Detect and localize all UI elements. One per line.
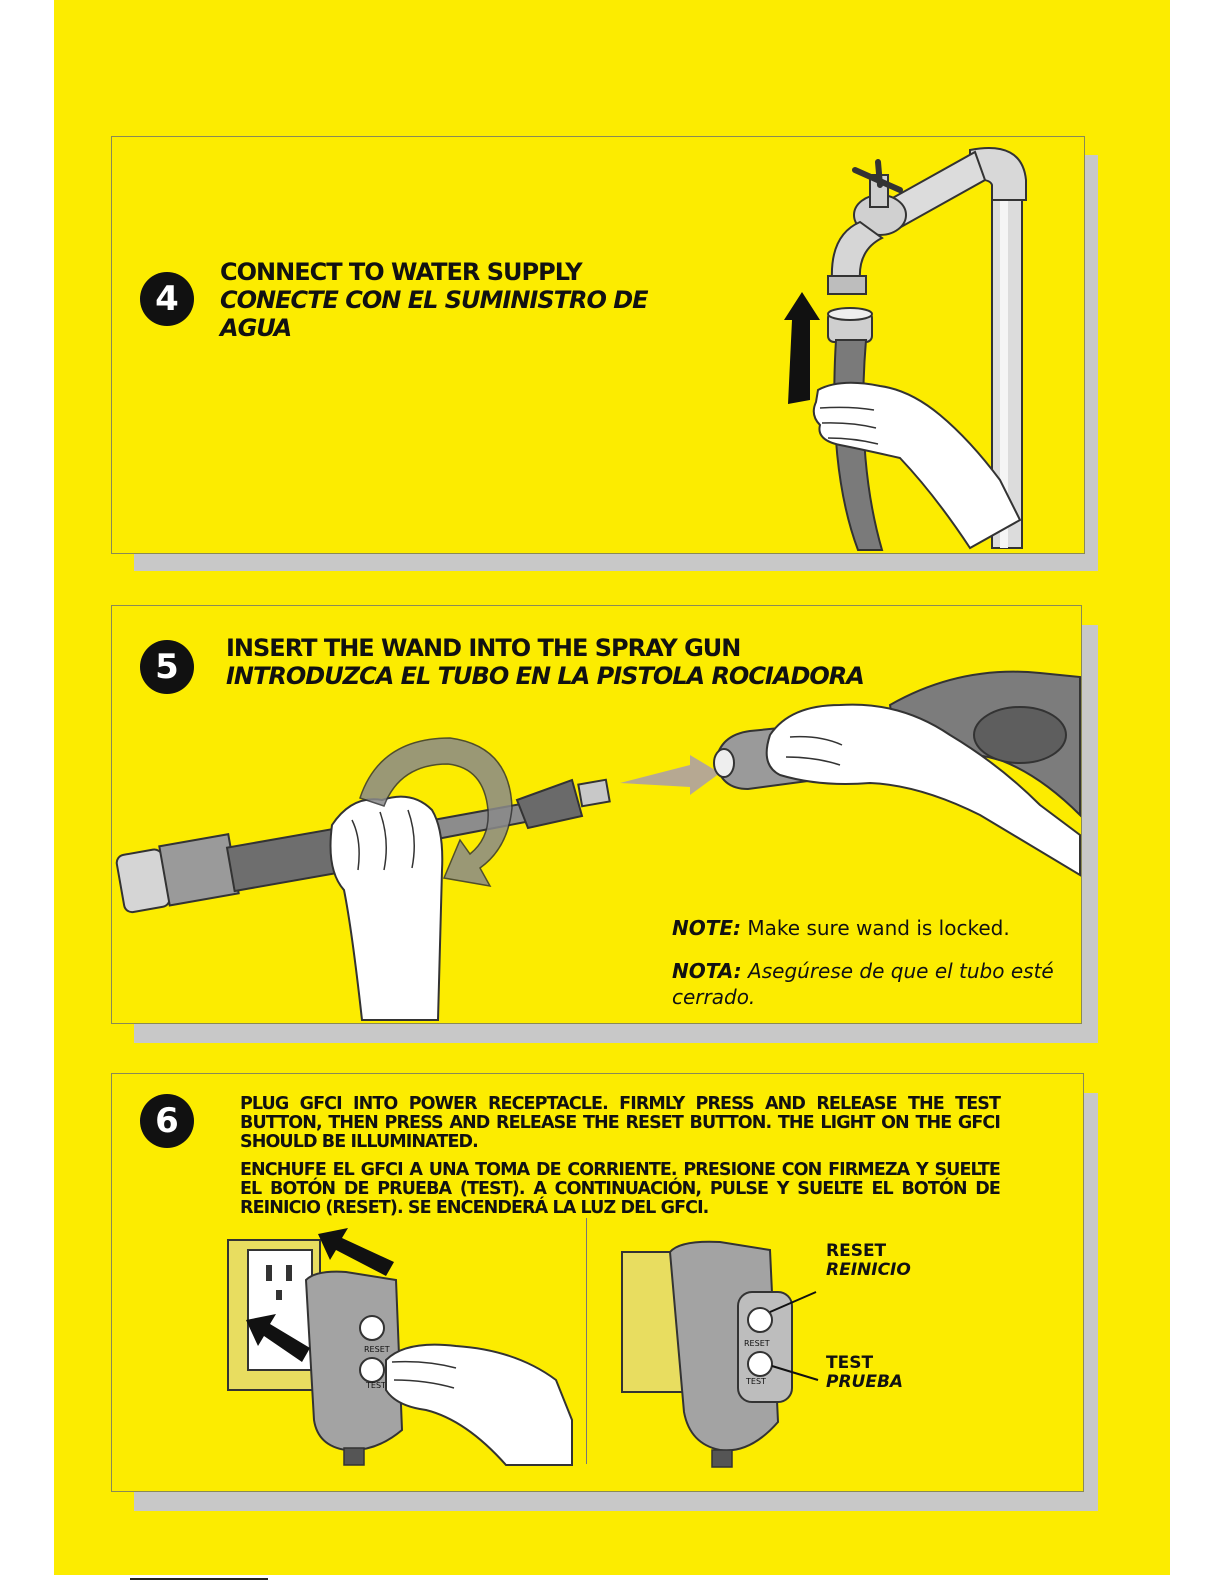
reset-label-en: RESET xyxy=(826,1241,887,1261)
step-6-text-es: ENCHUFE EL GFCI A UNA TOMA DE CORRIENTE. PRESIONE CON FIRMEZA Y SUELTE EL BOTÓN DE PRUEBA (TEST). A CONTINUACIÓN, PULSE Y SUELTE EL BOTÓN DE REINICIO (RESET). SE ENCENDERÁ LA LUZ DEL GFCI. xyxy=(240,1160,1000,1218)
step-6-badge: 6 xyxy=(140,1094,194,1148)
illustration-divider xyxy=(586,1218,587,1464)
up-arrow-icon xyxy=(784,292,820,404)
step-4-heading xyxy=(220,258,720,342)
test-label-es: PRUEBA xyxy=(826,1372,904,1392)
right-device-reset-label: RESET xyxy=(744,1339,770,1348)
note-en xyxy=(672,916,1010,940)
step-5-badge: 5 xyxy=(140,640,194,694)
step-6-text-en: PLUG GFCI INTO POWER RECEPTACLE. FIRMLY PRESS AND RELEASE THE TEST BUTTON, THEN PRESS AND RELEASE THE RESET BUTTON. THE LIGHT ON THE GFCI SHOULD BE ILLUMINATED. xyxy=(240,1094,1000,1152)
step-5-title-en: INSERT THE WAND INTO THE SPRAY GUN xyxy=(226,634,741,662)
note-text-en: Make sure wand is locked. xyxy=(747,916,1010,940)
step-4-title-es: CONECTE CON EL SUMINISTRO DE AGUA xyxy=(220,286,648,342)
note-es xyxy=(672,958,1072,1010)
reset-callout xyxy=(826,1242,911,1280)
step-4-badge: 4 xyxy=(140,272,194,326)
gfci-device-illustration xyxy=(620,1222,820,1467)
left-device-reset-label: RESET xyxy=(364,1345,390,1354)
reset-label-es: REINICIO xyxy=(826,1260,911,1280)
test-label-en: TEST xyxy=(826,1353,874,1373)
left-device-test-label: TEST xyxy=(366,1381,386,1390)
right-device-test-label: TEST xyxy=(746,1377,766,1386)
note-label-en: NOTE: xyxy=(672,916,742,940)
footer-rule xyxy=(130,1578,268,1580)
spray-gun-illustration xyxy=(620,665,1082,885)
step-5-title-es: INTRODUZCA EL TUBO EN LA PISTOLA ROCIADORA xyxy=(226,662,864,690)
test-callout xyxy=(826,1354,903,1392)
push-arrow-icon-lower xyxy=(246,1314,310,1364)
push-arrow-icon xyxy=(318,1228,394,1276)
note-label-es: NOTA: xyxy=(672,959,742,983)
rotate-arrow-icon xyxy=(340,728,530,888)
note-text-es: Asegúrese de que el tubo esté cerrado. xyxy=(672,959,1054,1009)
step-4-title-en: CONNECT TO WATER SUPPLY xyxy=(220,258,582,286)
